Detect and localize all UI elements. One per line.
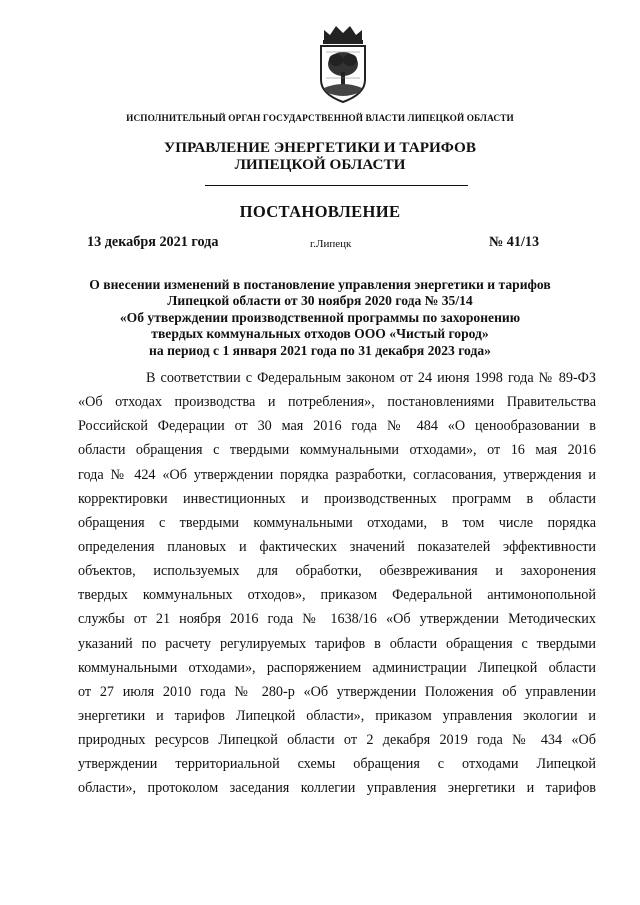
document-place: г.Липецк [310, 238, 352, 250]
body-text [78, 366, 596, 801]
body-line: природных ресурсов Липецкой области от 2 декабря 2019 года № 434 «Об [78, 732, 596, 749]
document-type: ПОСТАНОВЛЕНИЕ [239, 202, 401, 221]
header-divider [205, 185, 468, 186]
body-line: В соответствии с Федеральным законом от 24 июня 1998 года № 89-ФЗ [146, 370, 596, 386]
body-line: коммунальными отходами», распоряжением администрации Липецкой области [78, 659, 596, 676]
title-line: на период с 1 января 2021 года по 31 декабря 2023 года» [149, 342, 491, 358]
body-line: обращения с твердыми коммунальными отходами, в том числе порядка [78, 514, 596, 531]
body-line: энергетики и тарифов Липецкой области», приказом управления экологии и [78, 707, 596, 724]
title-line: О внесении изменений в постановление управления энергетики и тарифов [89, 277, 551, 292]
body-line: области обращения с твердыми коммунальными отходами», от 16 мая 2016 [78, 442, 596, 459]
department-name [0, 139, 640, 173]
body-line: указаний по расчету регулируемых тарифов в области обращения с твердыми [78, 635, 596, 652]
body-line: утверждении территориальной схемы обращения с отходами Липецкой [78, 756, 596, 773]
document-title [60, 277, 580, 359]
document-date: 13 декабря 2021 года [87, 234, 219, 250]
body-line: Российской Федерации от 30 мая 2016 года № 484 «О ценообразовании в [78, 418, 596, 435]
body-line: корректировки инвестиционных и производственных программ в области [78, 490, 596, 507]
body-line: объектов, используемых для обработки, обезвреживания и захоронения [78, 563, 596, 580]
title-line: «Об утверждении производственной программы по захоронению [119, 309, 521, 325]
department-line: УПРАВЛЕНИЕ ЭНЕРГЕТИКИ И ТАРИФОВ [164, 139, 476, 156]
authority-name: ИСПОЛНИТЕЛЬНЫЙ ОРГАН ГОСУДАРСТВЕННОЙ ВЛАСТИ ЛИПЕЦКОЙ ОБЛАСТИ [126, 114, 514, 124]
body-line: года № 424 «Об утверждении порядка разработки, согласования, утверждения и [78, 466, 596, 483]
body-line: области», протоколом заседания коллегии управления энергетики и тарифов [78, 780, 596, 797]
body-line: твердых коммунальных отходов», приказом Федеральной антимонопольной [78, 587, 596, 604]
body-line: определения плановых и фактических значений показателей эффективности [78, 538, 596, 555]
coat-of-arms-emblem [316, 22, 370, 106]
body-line: «Об отходах производства и потребления», постановлениями Правительства [78, 394, 596, 411]
body-line: от 27 июля 2010 года № 280-р «Об утверждении Положения об управлении [78, 683, 596, 700]
title-line: Липецкой области от 30 ноября 2020 года № 35/14 [167, 293, 473, 309]
title-line: твердых коммунальных отходов ООО «Чистый город» [151, 326, 489, 342]
body-line: службы от 21 ноября 2016 года № 1638/16 «Об утверждении Методических [78, 611, 596, 628]
document-number: № 41/13 [489, 234, 540, 250]
department-line: ЛИПЕЦКОЙ ОБЛАСТИ [234, 156, 406, 173]
